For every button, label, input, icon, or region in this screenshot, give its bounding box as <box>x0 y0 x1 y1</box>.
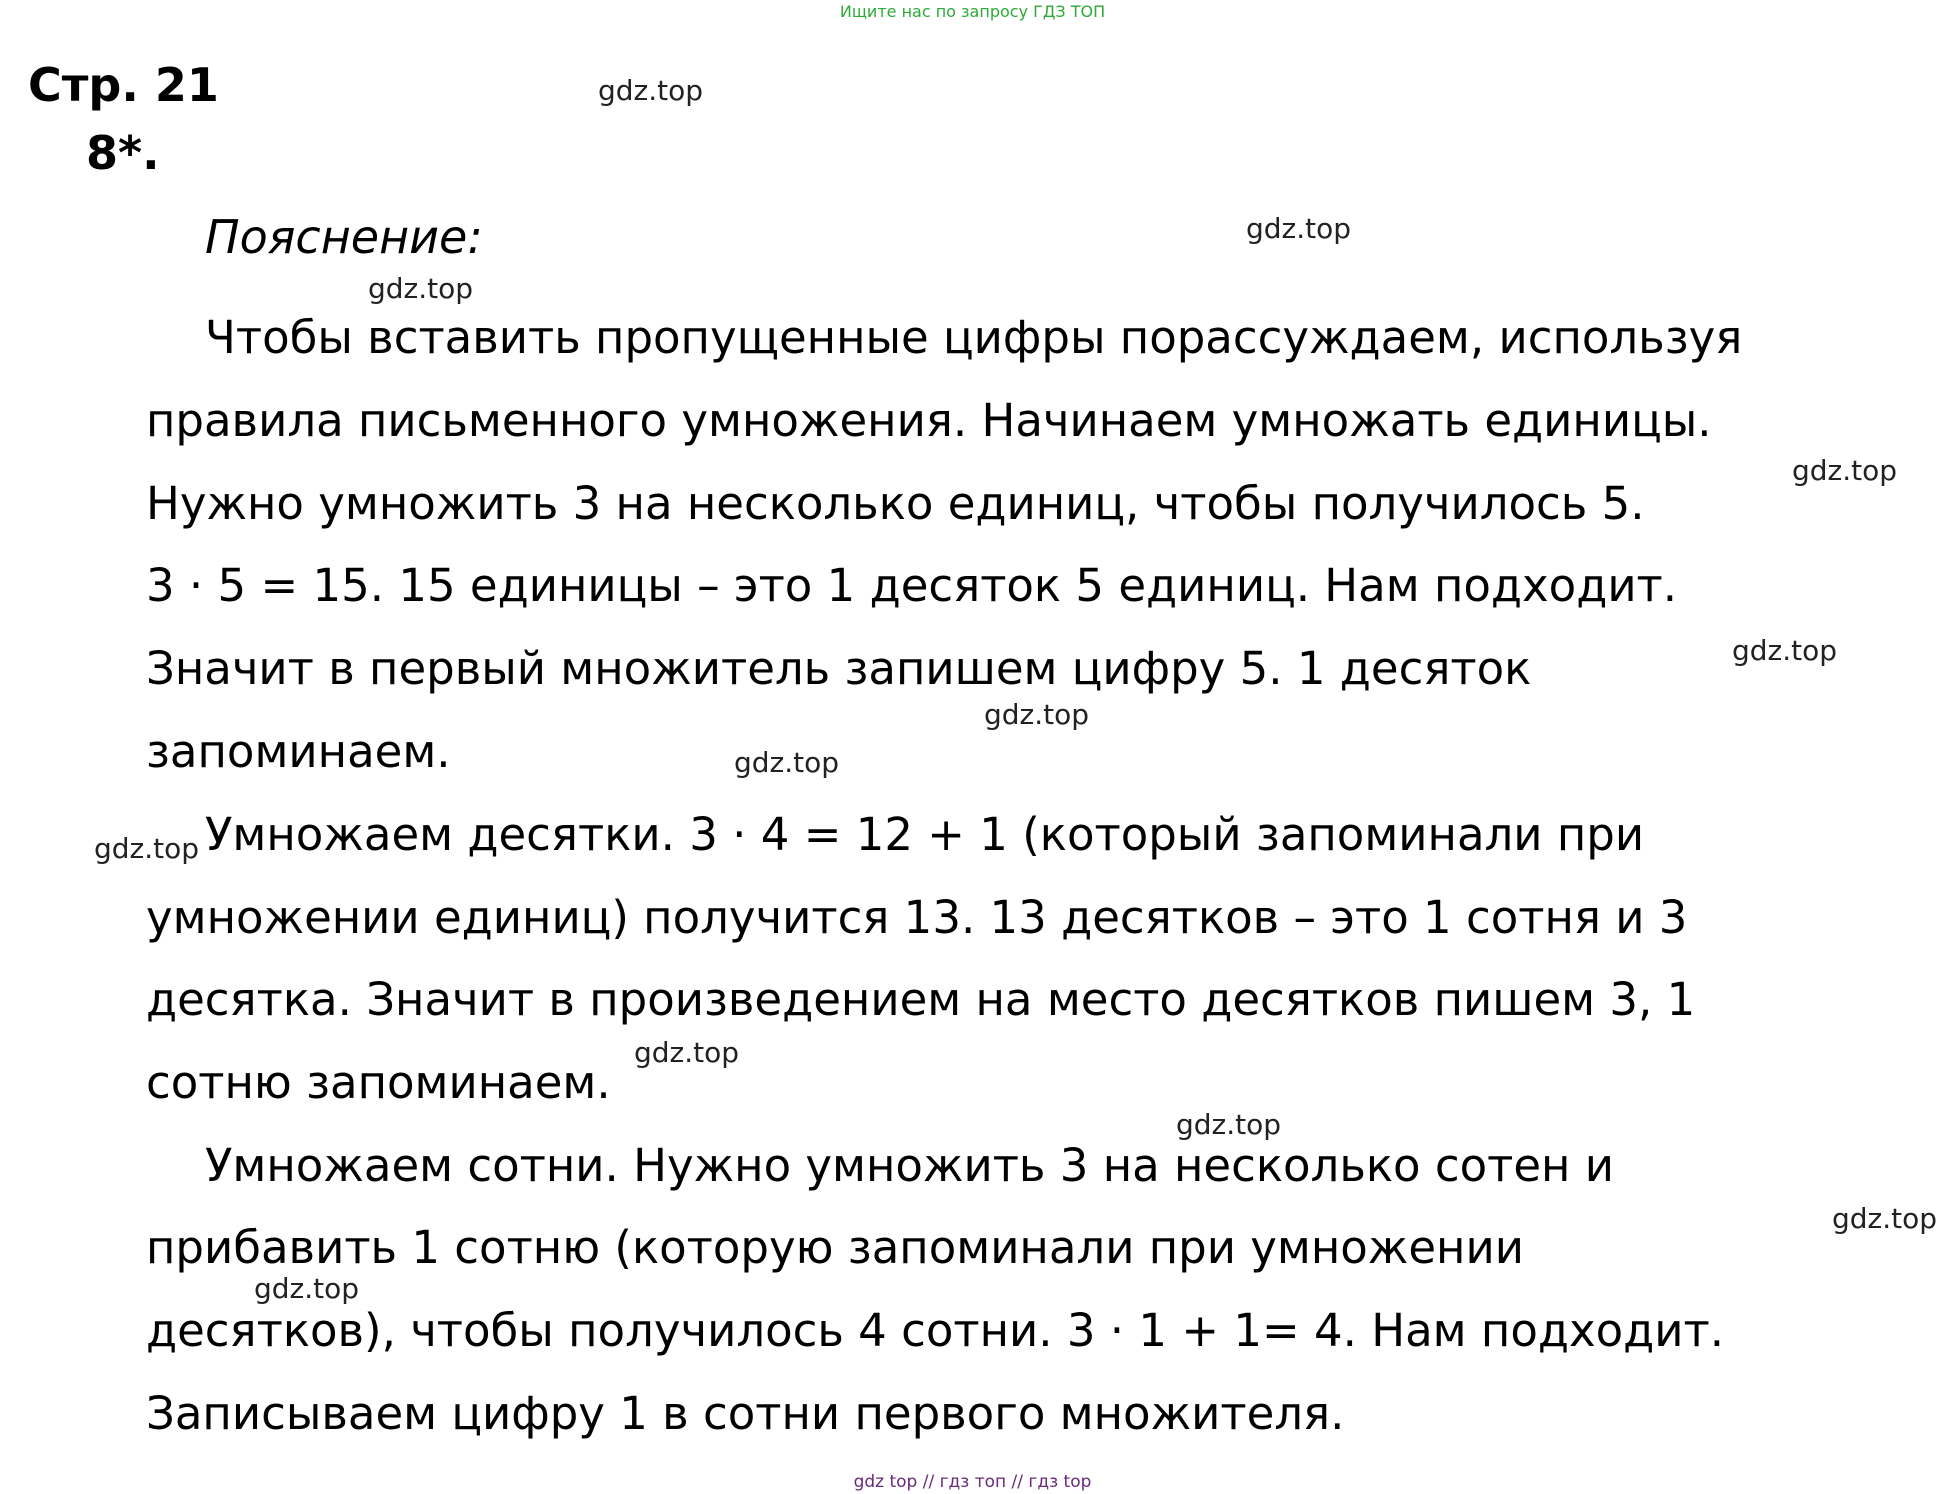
watermark: gdz.top <box>368 272 474 305</box>
watermark: gdz.top <box>1732 634 1838 667</box>
text-line: правила письменного умножения. Начинаем умножать единицы. <box>146 394 1712 447</box>
task-number: 8*. <box>86 126 160 180</box>
text-line: сотню запоминаем. <box>146 1056 611 1109</box>
text-line: Умножаем сотни. Нужно умножить 3 на несколько сотен и <box>205 1139 1614 1192</box>
text-line: Записываем цифру 1 в сотни первого множителя. <box>146 1387 1345 1440</box>
watermark: gdz.top <box>984 698 1090 731</box>
explanation-label: Пояснение: <box>205 210 483 264</box>
page-title: Стр. 21 <box>28 58 219 112</box>
watermark: gdz.top <box>1176 1108 1282 1141</box>
text-line: умножении единиц) получится 13. 13 десятков – это 1 сотня и 3 <box>146 891 1688 944</box>
watermark: gdz.top <box>1246 212 1352 245</box>
watermark: gdz.top <box>598 74 704 107</box>
text-line: прибавить 1 сотню (которую запоминали при умножении <box>146 1221 1524 1274</box>
text-line: запоминаем. <box>146 725 451 778</box>
text-line: 3 · 5 = 15. 15 единицы – это 1 десяток 5 единиц. Нам подходит. <box>146 559 1678 612</box>
watermark: gdz.top <box>1832 1202 1938 1235</box>
text-line: десятка. Значит в произведением на место десятков пишем 3, 1 <box>146 973 1696 1026</box>
text-line: Значит в первый множитель запишем цифру 5. 1 десяток <box>146 642 1532 695</box>
watermark: gdz.top <box>254 1272 360 1305</box>
watermark: gdz.top <box>634 1036 740 1069</box>
text-line: десятков), чтобы получилось 4 сотни. 3 · 1 + 1= 4. Нам подходит. <box>146 1304 1725 1357</box>
text-line: Чтобы вставить пропущенные цифры порассуждаем, используя <box>205 311 1743 364</box>
text-line: Умножаем десятки. 3 · 4 = 12 + 1 (который запоминали при <box>205 808 1645 861</box>
text-line: Нужно умножить 3 на несколько единиц, чтобы получилось 5. <box>146 477 1645 530</box>
watermark: gdz.top <box>94 832 200 865</box>
watermark: gdz.top <box>734 746 840 779</box>
top-banner: Ищите нас по запросу ГДЗ ТОП <box>839 2 1106 21</box>
watermark: gdz.top <box>1792 454 1898 487</box>
footer: gdz top // гдз топ // гдз top <box>853 1472 1092 1492</box>
